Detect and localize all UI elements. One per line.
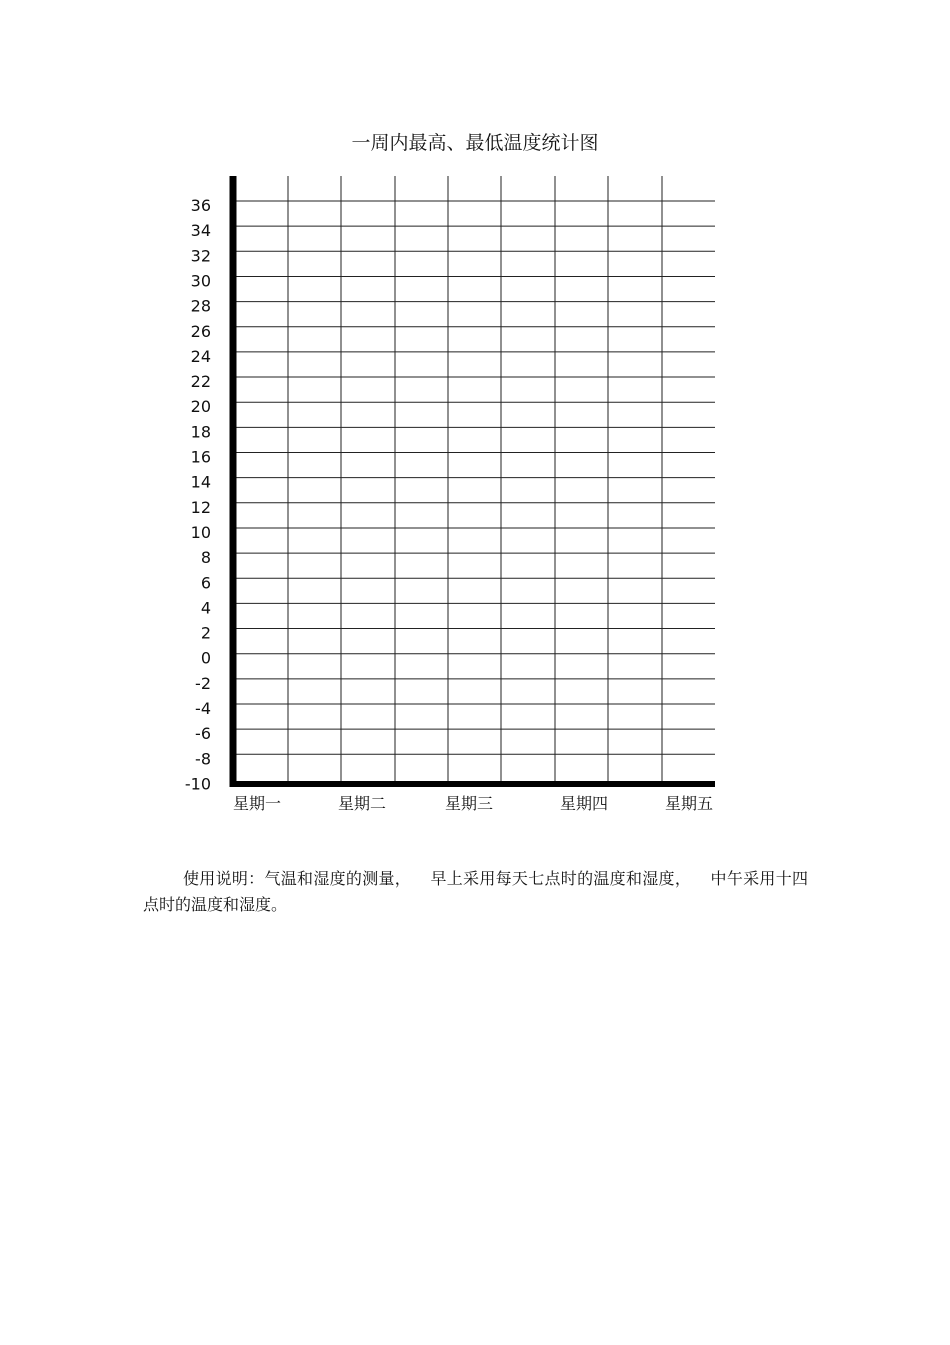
- y-tick-label: 34: [190, 221, 211, 241]
- y-tick-label: 6: [200, 573, 211, 593]
- y-tick-label: 0: [200, 648, 211, 668]
- x-tick-label: 星期一: [232, 794, 282, 813]
- chart-title: 一周内最高、最低温度统计图: [351, 132, 599, 154]
- y-tick-label: 20: [190, 397, 211, 417]
- y-tick-label: 32: [190, 246, 211, 266]
- y-tick-label: 8: [200, 548, 211, 568]
- y-tick-label: 4: [200, 598, 211, 618]
- y-tick-label: -4: [195, 699, 211, 718]
- x-tick-label: 星期四: [559, 794, 609, 813]
- y-tick-label: 2: [200, 623, 211, 643]
- usage-note: 使用说明：气温和湿度的测量， 早上采用每天七点时的温度和湿度， 中午采用十四点时的温度和湿度。: [143, 869, 808, 914]
- y-tick-label: 16: [190, 447, 211, 467]
- y-tick-label: 36: [190, 196, 211, 215]
- y-tick-label: 28: [190, 296, 211, 316]
- y-tick-label: 14: [190, 472, 211, 492]
- y-tick-label: -10: [184, 774, 211, 794]
- x-tick-label: 星期三: [444, 794, 494, 813]
- y-tick-label: 26: [190, 321, 211, 341]
- y-tick-label: -6: [195, 724, 211, 744]
- y-tick-label: -2: [195, 673, 211, 693]
- y-tick-label: 10: [190, 522, 211, 542]
- y-tick-label: 12: [190, 497, 211, 517]
- x-tick-label: 星期五: [664, 794, 714, 813]
- y-tick-label: 22: [190, 372, 211, 392]
- x-tick-label: 星期二: [337, 794, 387, 813]
- y-tick-label: -8: [195, 749, 211, 769]
- y-tick-label: 30: [190, 271, 211, 291]
- y-tick-label: 18: [190, 422, 211, 442]
- y-tick-label: 24: [190, 346, 211, 366]
